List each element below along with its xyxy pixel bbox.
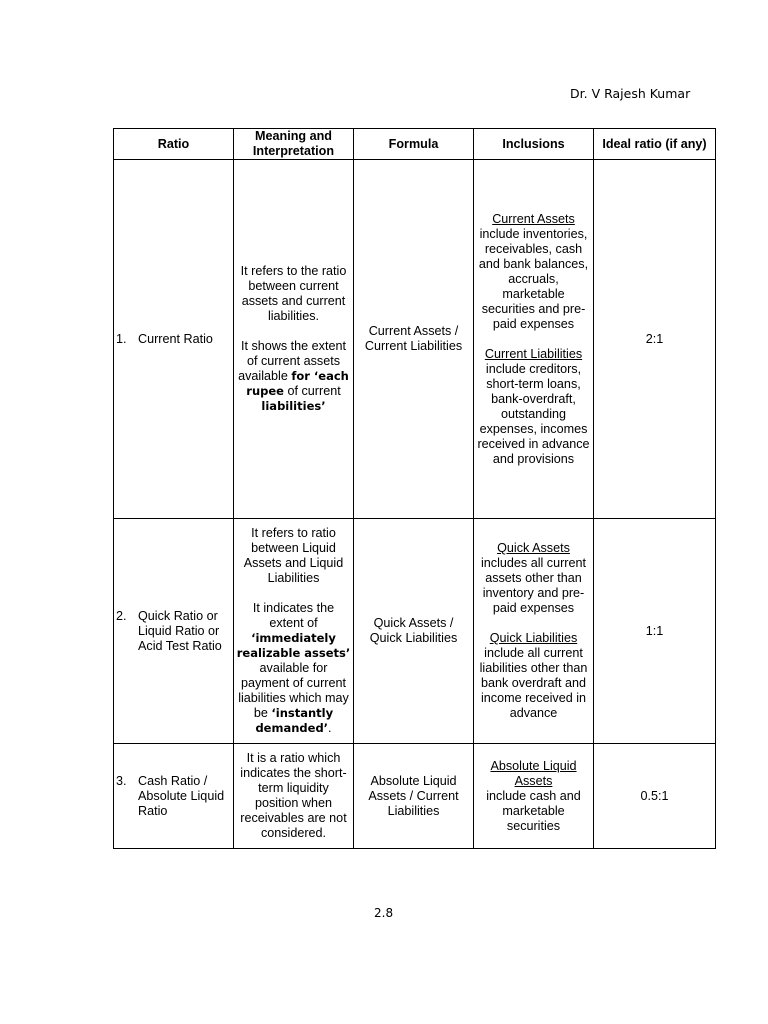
inclusion-title: Current Assets xyxy=(492,211,575,226)
meaning-paragraph-1: It refers to ratio between Liquid Assets and Liquid Liabilities xyxy=(243,526,344,585)
inclusion-text: include inventories, receivables, cash and bank balances, accruals, marketable securities and pre-paid expenses xyxy=(478,226,589,331)
ratio-name-cell xyxy=(114,160,234,519)
ratio-name: Quick Ratio or Liquid Ratio or Acid Test Ratio xyxy=(138,608,222,653)
inclusion-title: Quick Assets xyxy=(497,541,570,555)
meaning-paragraph-2 xyxy=(236,339,351,414)
meaning-text: . xyxy=(328,721,332,735)
ratio-name: Cash Ratio / Absolute Liquid Ratio xyxy=(138,773,225,818)
page-number: 2.8 xyxy=(374,906,394,920)
inclusion-text: include cash and marketable securities xyxy=(486,788,581,833)
header-inclusions: Inclusions xyxy=(474,129,594,160)
author-name: Dr. V Rajesh Kumar xyxy=(570,86,691,101)
meaning-emphasis: liabilities’ xyxy=(261,399,326,413)
meaning-emphasis: ‘immediately realizable assets’ xyxy=(236,631,351,660)
ratio-name: Current Ratio xyxy=(138,331,213,346)
header-ideal-ratio: Ideal ratio (if any) xyxy=(594,129,716,160)
formula-cell: Absolute Liquid Assets / Current Liabilities xyxy=(354,744,474,849)
meaning-cell xyxy=(234,160,354,519)
meaning-paragraph-1: It refers to the ratio between current assets and current liabilities. xyxy=(240,264,347,323)
inclusions-cell xyxy=(474,160,594,519)
row-number: 2. xyxy=(116,608,127,623)
inclusions-cell xyxy=(474,519,594,744)
ratio-name-cell xyxy=(114,744,234,849)
table-row xyxy=(114,160,716,519)
inclusion-text: includes all current assets other than inventory and pre-paid expenses xyxy=(481,556,586,615)
header-formula: Formula xyxy=(354,129,474,160)
meaning-text: It indicates the extent of xyxy=(252,601,335,630)
inclusion-title: Absolute Liquid Assets xyxy=(490,758,577,788)
meaning-cell: It is a ratio which indicates the short-term liquidity position when receivables are not considered. xyxy=(234,744,354,849)
formula-cell: Current Assets / Current Liabilities xyxy=(354,160,474,519)
inclusion-text: include all current liabilities other than bank overdraft and income received in advance xyxy=(479,646,588,720)
formula-cell: Quick Assets / Quick Liabilities xyxy=(354,519,474,744)
ideal-ratio-cell: 1:1 xyxy=(594,519,716,744)
row-number: 3. xyxy=(116,773,127,788)
header-meaning: Meaning and Interpretation xyxy=(234,129,354,160)
meaning-text: It shows the extent of current assets available xyxy=(238,339,346,383)
meaning-cell xyxy=(234,519,354,744)
inclusion-text: include creditors, short-term loans, bank-overdraft, outstanding expenses, incomes received in advance and provisions xyxy=(477,361,590,466)
inclusion-title: Current Liabilities xyxy=(484,346,583,361)
meaning-emphasis: ‘instantly demanded’ xyxy=(255,706,334,735)
ratio-name-cell xyxy=(114,519,234,744)
inclusion-title: Quick Liabilities xyxy=(489,631,578,645)
inclusions-cell xyxy=(474,744,594,849)
meaning-text: available for payment of current liabilities which may be xyxy=(238,661,349,720)
row-number: 1. xyxy=(116,331,127,346)
table-row xyxy=(114,744,716,849)
meaning-text: of current xyxy=(284,384,341,398)
ratio-table xyxy=(113,128,716,849)
header-ratio: Ratio xyxy=(114,129,234,160)
ideal-ratio-cell: 0.5:1 xyxy=(594,744,716,849)
table-header-row xyxy=(114,129,716,160)
meaning-paragraph-2 xyxy=(236,601,351,736)
table-row xyxy=(114,519,716,744)
ideal-ratio-cell: 2:1 xyxy=(594,160,716,519)
meaning-emphasis: for ‘each rupee xyxy=(246,369,349,398)
